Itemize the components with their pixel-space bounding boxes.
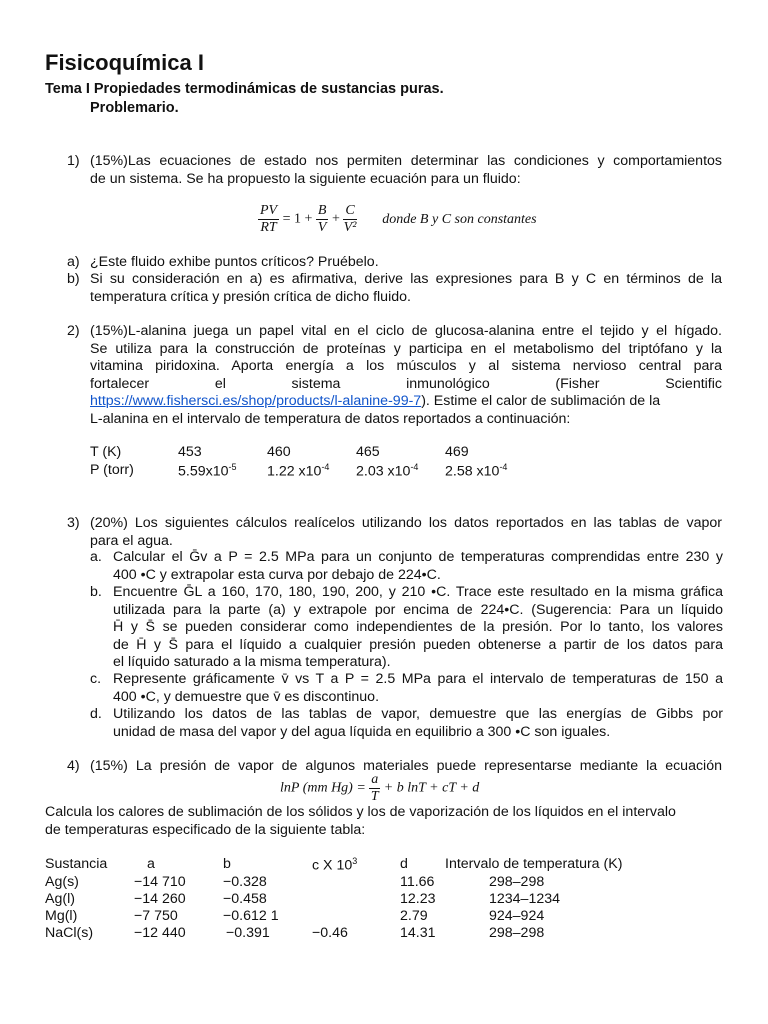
table-header	[312, 856, 357, 874]
problem-3b-line: el líquido saturado a la misma temperatura).	[113, 654, 391, 670]
problem-3d-line: unidad de masa del vapor y del agua líquida en equilibrio a 300 •C son iguales.	[113, 723, 611, 740]
t-value: 453	[178, 444, 202, 460]
problem-1b-label: b)	[67, 271, 80, 287]
problem-4-follow-line: de temperaturas especificado de la siguiente tabla:	[45, 821, 366, 838]
table-cell: −0.328	[223, 874, 267, 890]
table-cell: Mg(l)	[45, 908, 78, 924]
problem-2-line: Se utiliza para la construcción de proteínas y participa en el metabolismo del triptófano y la	[90, 340, 722, 357]
p-value-exp: -4	[499, 462, 508, 472]
eq4-a-t-fraction	[369, 772, 380, 805]
eq4-left: lnP (mm Hg) =	[280, 780, 366, 796]
t-value: 460	[267, 444, 291, 460]
table-cell: Ag(l)	[45, 891, 75, 907]
problem-3c-line: 400 •C, y demuestre que v̄ es discontinuo.	[113, 688, 380, 705]
problem-2-link-line	[90, 393, 722, 411]
p-value-exp: -5	[228, 462, 237, 472]
table-cell: −14 260	[134, 891, 186, 907]
table-cell: −0.458	[223, 891, 267, 907]
table-cell: 924–924	[489, 908, 545, 924]
table-cell: 14.31	[400, 925, 436, 941]
problem-1-number: 1)	[67, 153, 80, 169]
problem-3-line: (20%) Los siguientes cálculos realícelos utilizando los datos reportados en las tablas de vapor	[90, 515, 722, 531]
problem-3b-line: Encuentre ḠL a 160, 170, 180, 190, 200, y 210 •C. Trace este resultado en la misma gráfica	[113, 584, 723, 600]
t-value: 469	[445, 444, 469, 460]
problem-3d-text	[113, 706, 723, 741]
problem-2-after-link: ). Estime el calor de sublimación de la	[421, 393, 661, 409]
p-value-exp: -4	[410, 462, 419, 472]
table-cell: −0.391	[226, 925, 270, 941]
eq-numerator: PV	[260, 203, 278, 218]
table-cell: Ag(s)	[45, 874, 79, 890]
problem-3-line: para el agua.	[90, 532, 173, 549]
eq-numerator: B	[317, 203, 327, 218]
eq-denominator: RT	[260, 220, 277, 235]
problem-2-line: (15%)L-alanina juega un papel vital en el ciclo de glucosa-alanina entre el tejido y el hígado.	[90, 323, 722, 339]
problem-3b-label: b.	[90, 584, 102, 600]
problem-3b-text	[113, 584, 723, 672]
problem-3a-label: a.	[90, 549, 102, 565]
problem-3a-text	[113, 549, 723, 584]
table-header: a	[147, 856, 155, 872]
fisher-scientific-link[interactable]: https://www.fishersci.es/shop/products/l-alanine-99-7	[90, 393, 422, 409]
problem-3-text	[90, 515, 722, 550]
problem-3b-line: de H̄ y S̄ para el líquido a cualquier presión pueden obtenerse a partir de los datos para	[113, 636, 723, 653]
problem-2-line: L-alanina en el intervalo de temperatura de datos reportados a continuación:	[90, 410, 571, 427]
table-cell: 2.79	[400, 908, 428, 924]
table-header: Sustancia	[45, 856, 108, 872]
eq4-denominator: T	[370, 789, 379, 804]
table-cell: −12 440	[134, 925, 186, 941]
problem-3-number: 3)	[67, 515, 80, 531]
table-cell: −0.612 1	[223, 908, 279, 924]
eq-numerator: C	[345, 203, 355, 218]
problem-3b-line: H̄ y S̄ se pueden considerar como independientes de la presión. Por lo tanto, los valores	[113, 619, 723, 635]
problem-2-text	[90, 323, 722, 428]
topic-heading: Tema I Propiedades termodinámicas de sustancias puras.	[45, 81, 444, 97]
problem-1a-label: a)	[67, 254, 80, 270]
problem-3c-label: c.	[90, 671, 102, 687]
eq-denominator: V²	[343, 220, 357, 235]
problem-4-line-text: (15%) La presión de vapor de algunos materiales puede representarse mediante la ecuación	[90, 758, 722, 774]
p-value-base: 5.59x10	[178, 463, 229, 480]
t-value: 465	[356, 444, 380, 460]
table-cell: 12.23	[400, 891, 436, 907]
eq-equals: = 1 +	[282, 211, 313, 227]
vapor-pressure-equation	[280, 772, 479, 805]
p-value-base: 1.22 x10	[267, 463, 322, 480]
problem-1-line: de un sistema. Se ha propuesto la siguiente ecuación para un fluido:	[90, 170, 521, 187]
page-title: Fisicoquímica I	[45, 50, 204, 75]
table-cell: 298–298	[489, 925, 545, 941]
p-value-exp: -4	[321, 462, 330, 472]
table-cell: 298–298	[489, 874, 545, 890]
table-cell: NaCl(s)	[45, 925, 94, 941]
table-header-c: c X 10	[312, 857, 353, 874]
eq4-numerator: a	[371, 772, 379, 787]
problem-4-follow-line: Calcula los calores de sublimación de los sólidos y los de vaporización de los líquidos en el intervalo	[45, 804, 676, 820]
table-cell: −7 750	[134, 908, 178, 924]
problem-1b-line: Si su consideración en a) es afirmativa, derive las expresiones para B y C en términos de la	[90, 271, 722, 287]
problem-3d-label: d.	[90, 706, 102, 722]
table-header: Intervalo de temperatura (K)	[445, 856, 623, 872]
problem-1-text	[90, 153, 722, 188]
p-value-base: 2.58 x10	[445, 463, 500, 480]
table-cell: −0.46	[312, 925, 348, 941]
problem-1a-text: ¿Este fluido exhibe puntos críticos? Pruébelo.	[90, 254, 379, 270]
equation-of-state	[258, 203, 537, 236]
problem-3a-line: Calcular el Ḡv a P = 2.5 MPa para un conjunto de temperaturas comprendidas entre 230 y	[113, 549, 723, 565]
eq-note: donde B y C son constantes	[382, 211, 537, 227]
p-value	[356, 462, 418, 480]
problem-2-line: vitamina piridoxina. Aporta energía a los músculos y al sistema nervioso central para	[90, 358, 722, 374]
table-header-c-exp: 3	[352, 856, 358, 866]
eq-denominator: V	[317, 220, 327, 235]
t-row-label: T (K)	[90, 444, 122, 460]
problem-3a-line: 400 •C y extrapolar esta curva por debajo de 224•C.	[113, 566, 441, 583]
problem-2-line: fortalecer el sistema inmunológico (Fisher Scientific	[90, 375, 722, 392]
table-cell: 11.66	[400, 874, 435, 890]
eq-b-v-fraction	[316, 203, 329, 236]
p-value	[178, 462, 237, 480]
p-value	[267, 462, 329, 480]
problem-1-line: (15%)Las ecuaciones de estado nos permiten determinar las condiciones y comportamientos	[90, 153, 722, 169]
problem-3d-line: Utilizando los datos de las tablas de vapor, demuestre que las energías de Gibbs por	[113, 706, 723, 722]
problem-set-heading: Problemario.	[90, 100, 179, 116]
table-header: b	[223, 856, 231, 872]
problem-4-number: 4)	[67, 758, 80, 774]
table-header: d	[400, 856, 408, 872]
eq-plus: +	[331, 211, 340, 227]
p-value-base: 2.03 x10	[356, 463, 411, 480]
problem-3c-line: Represente gráficamente v̄ vs T a P = 2.5 MPa para el intervalo de temperaturas de 150 a	[113, 671, 723, 687]
eq-pv-rt-fraction	[258, 203, 279, 236]
problem-1b-line: temperatura crítica y presión crítica de dicho fluido.	[90, 288, 411, 305]
eq-c-v2-fraction	[343, 203, 356, 236]
problem-3b-line: utilizada para la parte (a) y extrapole por encima de 224•C. (Sugerencia: Para un líquido	[113, 601, 723, 618]
eq4-right: + b lnT + cT + d	[383, 780, 480, 796]
problem-3c-text	[113, 671, 723, 706]
table-cell: −14 710	[134, 874, 186, 890]
p-row-label: P (torr)	[90, 462, 134, 478]
table-cell: 1234–1234	[489, 891, 561, 907]
p-value	[445, 462, 507, 480]
problem-2-number: 2)	[67, 323, 80, 339]
problem-4-instructions	[45, 804, 725, 839]
problem-1b-text	[90, 271, 722, 306]
